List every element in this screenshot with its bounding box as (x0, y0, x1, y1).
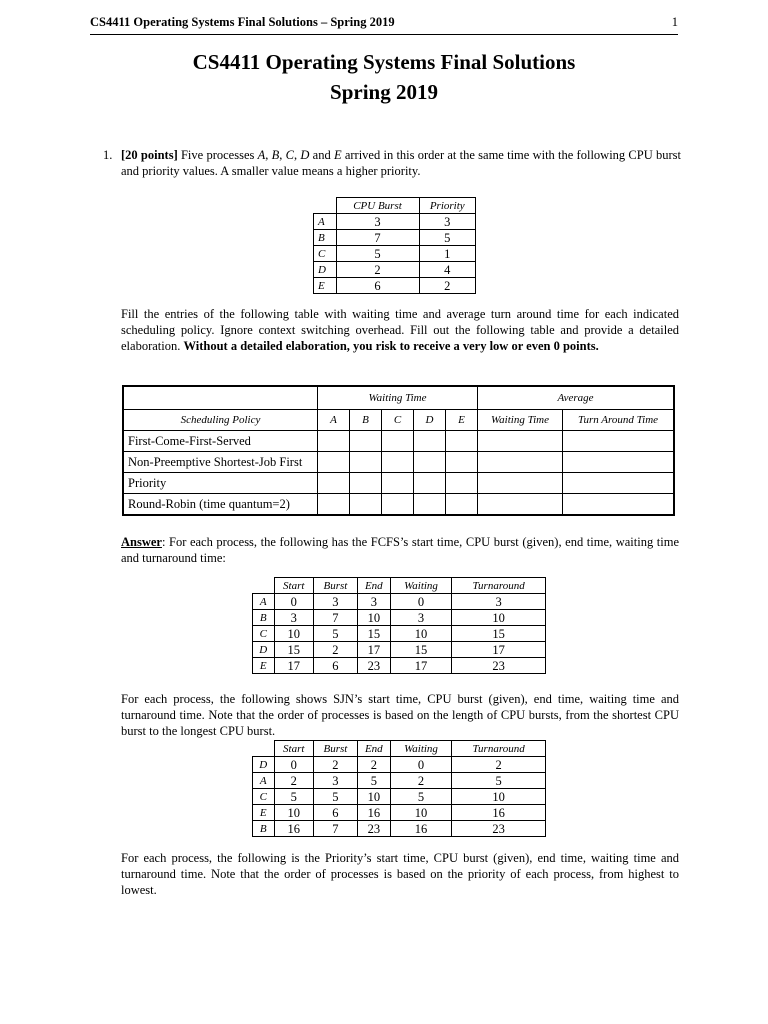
table-row (123, 452, 674, 473)
table-row: E 6 2 (314, 278, 476, 294)
document-subtitle: Spring 2019 (330, 80, 438, 104)
question-number: 1. (103, 148, 113, 162)
table-row: B 7 5 (314, 230, 476, 246)
sjn-table: Start Burst End Waiting Turnaround D 0 2 2 0 2 A 2 3 5 2 5 C 5 5 10 5 10 E 10 6 16 10 16 B 16 7 23 16 23 (252, 740, 546, 837)
table-row: D 0 2 2 0 2 (253, 757, 546, 773)
header-rule (90, 34, 678, 35)
table-row: E 17 6 23 17 23 (253, 658, 546, 674)
policy-round-robin: Round-Robin (time quantum=2) (123, 494, 318, 516)
priority-paragraph: For each process, the following is the Priority’s start time, CPU burst (given), end time, waiting time and turnaround time. Note that the order of processes is based on the priority of each process, from highest to lowest. (121, 851, 679, 897)
group-header-waiting-time: Waiting Time (318, 386, 478, 410)
policy-sjf: Non-Preemptive Shortest-Job First (123, 452, 318, 473)
scheduling-answer-table: Waiting Time Average Scheduling Policy A B C D E Waiting Time Turn Around Time First-Come-First-Served Non-Preemptive Shortest-Job First Priority Round-Robin (time quantum=2) (122, 385, 675, 516)
col-header-priority: Priority (419, 198, 476, 214)
table-row: A 3 3 (314, 214, 476, 230)
table-row: C 10 5 15 10 15 (253, 626, 546, 642)
table-row: B 16 7 23 16 23 (253, 821, 546, 837)
sjn-paragraph: For each process, the following shows SJN’s start time, CPU burst (given), end time, waiting time and turnaround time. Note that the order of processes is based on the length of CPU bursts, from the shortest CPU burst to the longest CPU burst. (121, 692, 679, 738)
policy-priority: Priority (123, 473, 318, 494)
table-row: D 15 2 17 15 17 (253, 642, 546, 658)
answer-paragraph: Answer: For each process, the following has the FCFS’s start time, CPU burst (given), end time, waiting time and turnaround time: (121, 535, 679, 565)
question-points: [20 points] (121, 148, 178, 162)
question-text: [20 points] Five processes A, B, C, D and E arrived in this order at the same time with the following CPU burst and priority values. A smaller value means a higher priority. (121, 148, 681, 178)
col-header-scheduling-policy: Scheduling Policy (123, 410, 318, 431)
burst-priority-table (313, 197, 476, 294)
table-row (123, 473, 674, 494)
table-row: C 5 1 (314, 246, 476, 262)
table-row: C 5 5 10 5 10 (253, 789, 546, 805)
running-header (90, 15, 678, 35)
table-row: A 2 3 5 2 5 (253, 773, 546, 789)
table-row: B 3 7 10 3 10 (253, 610, 546, 626)
table-row (123, 494, 674, 516)
document-title: CS4411 Operating Systems Final Solutions (192, 50, 576, 74)
policy-fcfs: First-Come-First-Served (123, 431, 318, 452)
table-row: A 0 3 3 0 3 (253, 594, 546, 610)
running-title: CS4411 Operating Systems Final Solutions – Spring 2019 (90, 15, 395, 29)
table-row (123, 431, 674, 452)
page-number: 1 (671, 15, 678, 29)
table-row: D 2 4 (314, 262, 476, 278)
fill-instructions: Fill the entries of the following table with waiting time and average turn around time for each indicated scheduling policy. Ignore context switching overhead. Fill out the following table and provide a detailed elaboration. Without a detailed elaboration, you risk to receive a very low or even 0 points. (121, 307, 679, 353)
table-row: E 10 6 16 10 16 (253, 805, 546, 821)
col-header-cpu-burst: CPU Burst (336, 198, 419, 214)
warning-text: Without a detailed elaboration, you risk to receive a very low or even 0 points. (183, 339, 599, 353)
answer-label: Answer (121, 535, 162, 549)
table-corner (314, 198, 337, 214)
fcfs-table: Start Burst End Waiting Turnaround A 0 3 3 0 3 B 3 7 10 3 10 C 10 5 15 10 15 D 15 2 17 15 17 E 17 6 23 17 23 (252, 577, 546, 674)
group-header-average: Average (478, 386, 675, 410)
